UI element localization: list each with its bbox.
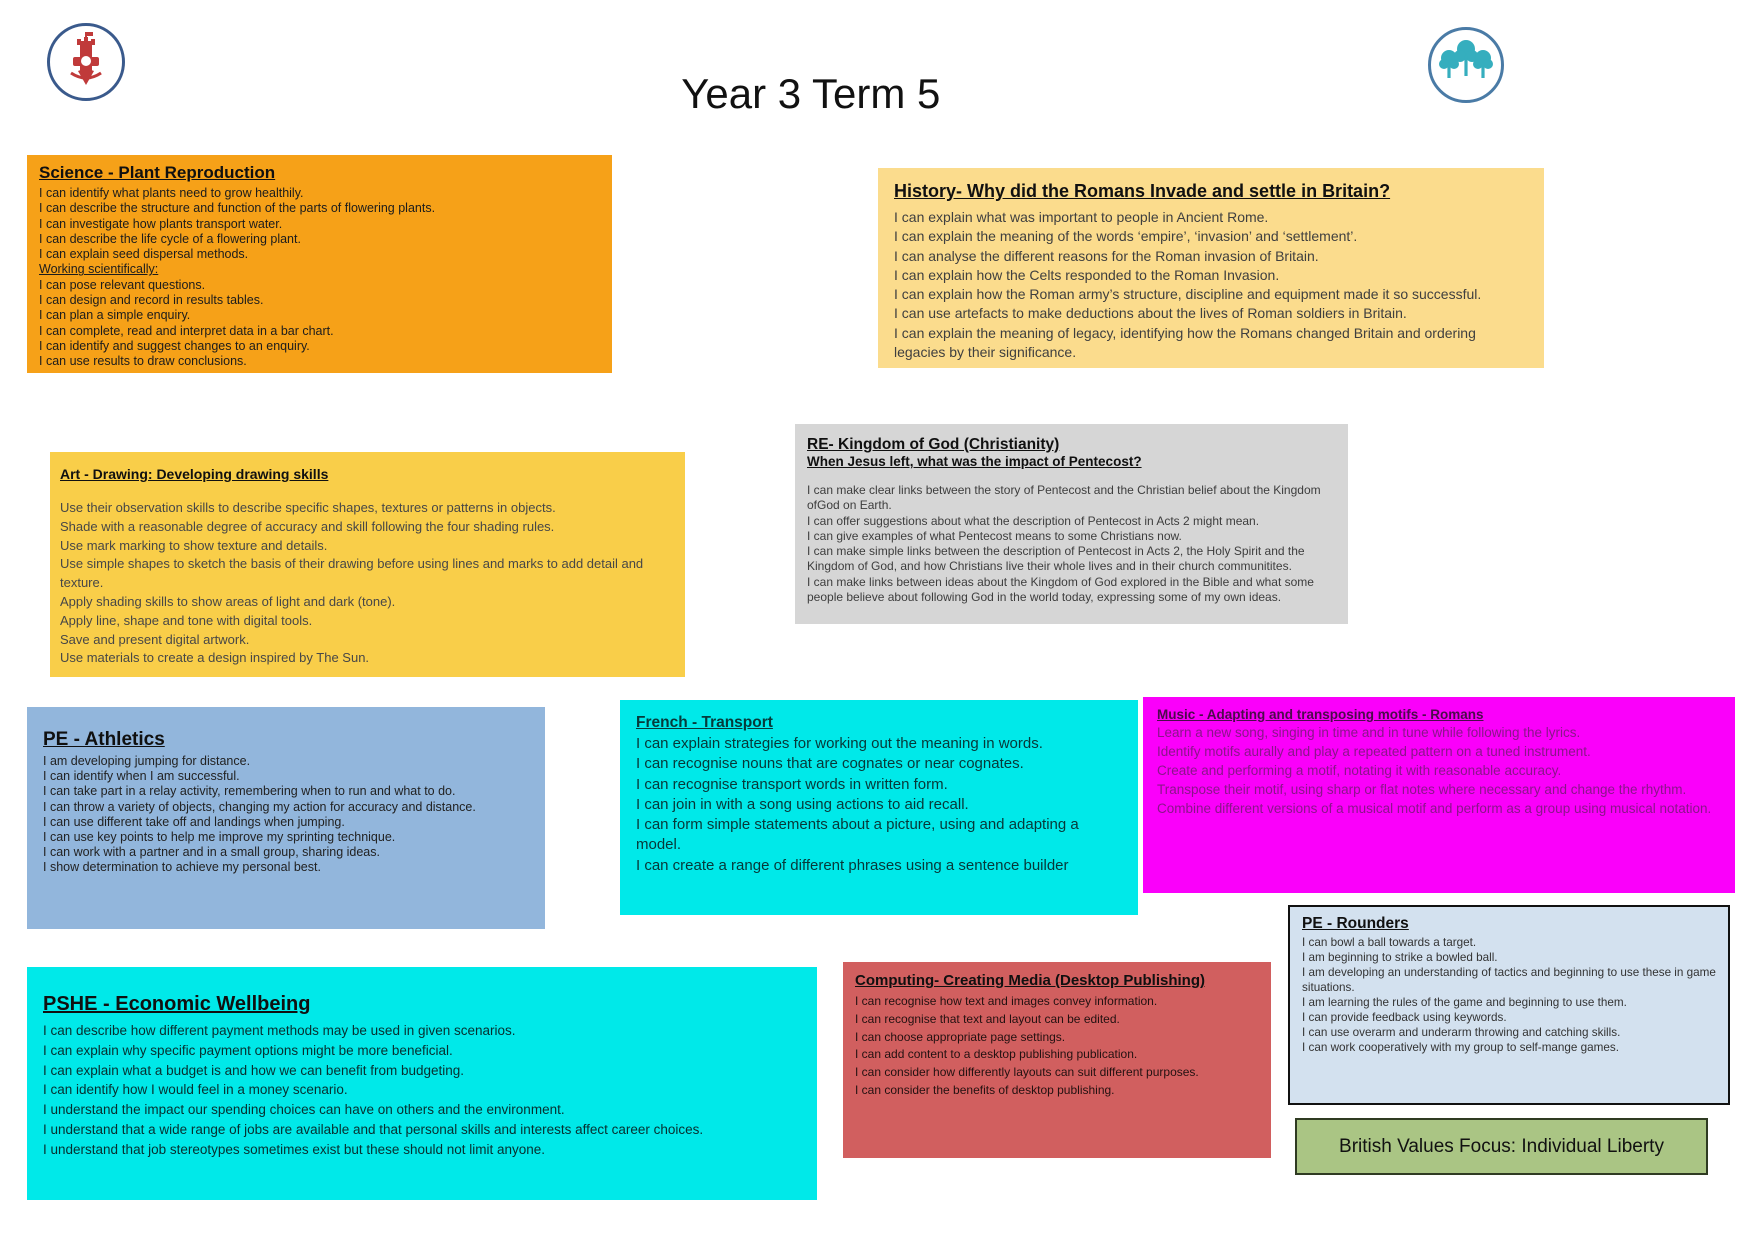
- re-card-subtitle: When Jesus left, what was the impact of Pentecost?: [807, 454, 1142, 469]
- objective-line: I can plan a simple enquiry.: [39, 308, 191, 323]
- objective-line: Learn a new song, singing in time and in tune while following the lyrics.: [1157, 725, 1581, 740]
- objective-line: I can explain strategies for working out the meaning in words.: [636, 735, 1043, 752]
- objective-line: I am developing an understanding of tactics and beginning to use these in game situations.: [1302, 966, 1716, 994]
- objective-line: I can explain the meaning of legacy, identifying how the Romans changed Britain and ordering legacies by their significance.: [894, 324, 1476, 361]
- objective-line: I can recognise that text and layout can be edited.: [855, 1011, 1120, 1026]
- objective-line: Combine different versions of a musical motif and perform as a group using musical notation.: [1157, 800, 1712, 816]
- objective-line: I can complete, read and interpret data in a bar chart.: [39, 323, 334, 338]
- objective-line: I can make links between ideas about the Kingdom of God explored in the Bible and what some people believe about following God in the world today, expressing some of my own ideas.: [807, 574, 1314, 605]
- objective-line: I can use different take off and landings when jumping.: [43, 814, 345, 829]
- objective-line: I can create a range of different phrases using a sentence builder: [636, 856, 1069, 874]
- objective-line: I can throw a variety of objects, changing my action for accuracy and distance.: [43, 799, 476, 814]
- objective-line: I can identify and suggest changes to an enquiry.: [39, 338, 310, 353]
- objective-line: I can use artefacts to make deductions about the lives of Roman soldiers in Britain.: [894, 305, 1407, 322]
- objective-line: I can consider how differently layouts can suit different purposes.: [855, 1065, 1199, 1080]
- objective-line: I show determination to achieve my personal best.: [43, 860, 321, 875]
- science-objectives-list: [39, 186, 600, 370]
- objective-line: I can pose relevant questions.: [39, 277, 206, 292]
- objective-line: I can work with a partner and in a small group, sharing ideas.: [43, 845, 380, 860]
- computing-card-title: Computing- Creating Media (Desktop Publishing): [855, 972, 1205, 989]
- music-objectives-list: [1157, 724, 1721, 819]
- objective-line: I can join in with a song using actions to aid recall.: [636, 795, 969, 813]
- history-card-title: History- Why did the Romans Invade and settle in Britain?: [894, 181, 1391, 201]
- objective-line: I can add content to a desktop publishing publication.: [855, 1047, 1138, 1062]
- objective-line: I can design and record in results tables.: [39, 293, 264, 308]
- re-objectives-list: [807, 483, 1336, 605]
- objective-line: Use materials to create a design inspired by The Sun.: [60, 650, 370, 666]
- science-card-title: Science - Plant Reproduction: [39, 163, 276, 182]
- objective-line: Apply line, shape and tone with digital tools.: [60, 612, 313, 628]
- pe-athletics-objectives-list: [43, 754, 529, 876]
- art-objectives-list: [60, 499, 675, 668]
- objective-line: I can work cooperatively with my group to self-mange games.: [1302, 1041, 1620, 1054]
- objective-line: I can use results to draw conclusions.: [39, 354, 247, 369]
- objective-line: Transpose their motif, using sharp or flat notes where necessary and change the rhythm.: [1157, 781, 1687, 797]
- objective-line: I can take part in a relay activity, remembering when to run and what to do.: [43, 784, 456, 799]
- objective-line: I am beginning to strike a bowled ball.: [1302, 951, 1498, 964]
- objective-line: I can analyse the different reasons for the Roman invasion of Britain.: [894, 247, 1319, 264]
- objective-line: I can recognise how text and images convey information.: [855, 994, 1158, 1008]
- objective-line: I can bowl a ball towards a target.: [1302, 936, 1477, 949]
- objective-line: I can form simple statements about a picture, using and adapting a model.: [636, 816, 1079, 854]
- music-motifs-card: [1143, 697, 1735, 893]
- objective-line: I can recognise transport words in written form.: [636, 775, 948, 793]
- pe-rounders-objectives-list: [1302, 935, 1716, 1055]
- trees-icon: [1436, 36, 1496, 94]
- objective-line: I am developing jumping for distance.: [43, 754, 251, 768]
- science-plant-reproduction-card: [27, 155, 612, 373]
- objective-line: I understand that job stereotypes sometimes exist but these should not limit anyone.: [43, 1141, 546, 1157]
- objective-line: I can give examples of what Pentecost means to some Christians now.: [807, 528, 1182, 543]
- objective-line: Use simple shapes to sketch the basis of their drawing before using lines and marks to add detail and texture.: [60, 556, 644, 591]
- objective-line: Working scientifically:: [39, 262, 159, 277]
- objective-line: I can provide feedback using keywords.: [1302, 1011, 1507, 1024]
- objective-line: I can describe how different payment methods may be used in given scenarios.: [43, 1023, 516, 1038]
- objective-line: I can explain the meaning of the words ‘empire’, ‘invasion’ and ‘settlement’.: [894, 228, 1358, 245]
- art-drawing-card: [50, 452, 685, 677]
- objective-line: I can identify what plants need to grow healthily.: [39, 186, 304, 200]
- objective-line: I can describe the structure and function of the parts of flowering plants.: [39, 201, 436, 216]
- history-romans-card: [878, 168, 1544, 368]
- pshe-objectives-list: [43, 1021, 801, 1160]
- page-title: Year 3 Term 5: [681, 70, 941, 117]
- objective-line: I can recognise nouns that are cognates or near cognates.: [636, 755, 1024, 773]
- objective-line: Create and performing a motif, notating it with reasonable accuracy.: [1157, 762, 1562, 778]
- objective-line: I can investigate how plants transport water.: [39, 216, 283, 231]
- french-card-title: French - Transport: [636, 714, 773, 731]
- objective-line: I understand that a wide range of jobs are available and that personal skills and interests affect career choices.: [43, 1121, 704, 1137]
- objective-line: I can explain what was important to people in Ancient Rome.: [894, 209, 1269, 225]
- objective-line: I can identify when I am successful.: [43, 769, 240, 784]
- objective-line: I can make clear links between the story of Pentecost and the Christian belief about the Kingdom ofGod on Earth.: [807, 483, 1321, 513]
- objective-line: Shade with a reasonable degree of accuracy and skill following the four shading rules.: [60, 518, 555, 534]
- objective-line: I can choose appropriate page settings.: [855, 1029, 1066, 1044]
- french-transport-card: [620, 700, 1138, 915]
- pshe-economic-wellbeing-card: [27, 967, 817, 1200]
- french-objectives-list: [636, 734, 1122, 876]
- objective-line: I can use key points to help me improve my sprinting technique.: [43, 830, 396, 845]
- objective-line: Use mark marking to show texture and details.: [60, 537, 328, 553]
- objective-line: Apply shading skills to show areas of light and dark (tone).: [60, 593, 396, 609]
- computing-objectives-list: [855, 993, 1259, 1100]
- objective-line: I am learning the rules of the game and beginning to use them.: [1302, 996, 1627, 1009]
- pe-rounders-card-title: PE - Rounders: [1302, 915, 1409, 932]
- castle-crest-icon: [55, 31, 117, 93]
- three-trees-logo: [1428, 27, 1504, 103]
- objective-line: Identify motifs aurally and play a repeated pattern on a tuned instrument.: [1157, 743, 1591, 759]
- pshe-card-title: PSHE - Economic Wellbeing: [43, 993, 311, 1015]
- music-card-title: Music - Adapting and transposing motifs - Romans: [1157, 707, 1484, 722]
- history-objectives-list: [894, 208, 1528, 362]
- objective-line: I can make simple links between the description of Pentecost in Acts 2, the Holy Spirit and the Kingdom of God, and how Christians live their whole lives and in their church communitites.: [807, 544, 1305, 574]
- objective-line: I understand the impact our spending choices can have on others and the environment.: [43, 1102, 565, 1118]
- objective-line: I can identify how I would feel in a money scenario.: [43, 1082, 348, 1098]
- re-card-title: RE- Kingdom of God (Christianity): [807, 436, 1060, 453]
- art-card-title: Art - Drawing: Developing drawing skills: [60, 466, 329, 482]
- objective-line: Save and present digital artwork.: [60, 631, 250, 647]
- objective-line: I can explain how the Roman army’s structure, discipline and equipment made it so successful.: [894, 286, 1482, 303]
- objective-line: I can consider the benefits of desktop publishing.: [855, 1082, 1115, 1097]
- objective-line: I can use overarm and underarm throwing and catching skills.: [1302, 1026, 1621, 1039]
- british-values-card: [1295, 1118, 1708, 1175]
- re-kingdom-of-god-card: [795, 424, 1348, 624]
- objective-line: I can offer suggestions about what the description of Pentecost in Acts 2 might mean.: [807, 513, 1260, 528]
- school-crest-logo: [47, 23, 125, 101]
- objective-line: I can explain seed dispersal methods.: [39, 247, 249, 262]
- pe-athletics-card-title: PE - Athletics: [43, 729, 165, 750]
- objective-line: I can explain why specific payment options might be more beneficial.: [43, 1042, 453, 1058]
- objective-line: Use their observation skills to describe specific shapes, textures or patterns in objects.: [60, 500, 556, 515]
- pe-rounders-card: [1288, 905, 1730, 1105]
- objective-line: I can explain how the Celts responded to the Roman Invasion.: [894, 266, 1280, 283]
- british-values-text: British Values Focus: Individual Liberty: [1339, 1135, 1664, 1157]
- pe-athletics-card: [27, 707, 545, 929]
- computing-desktop-publishing-card: [843, 962, 1271, 1158]
- objective-line: I can explain what a budget is and how we can benefit from budgeting.: [43, 1062, 465, 1078]
- objective-line: I can describe the life cycle of a flowering plant.: [39, 231, 301, 246]
